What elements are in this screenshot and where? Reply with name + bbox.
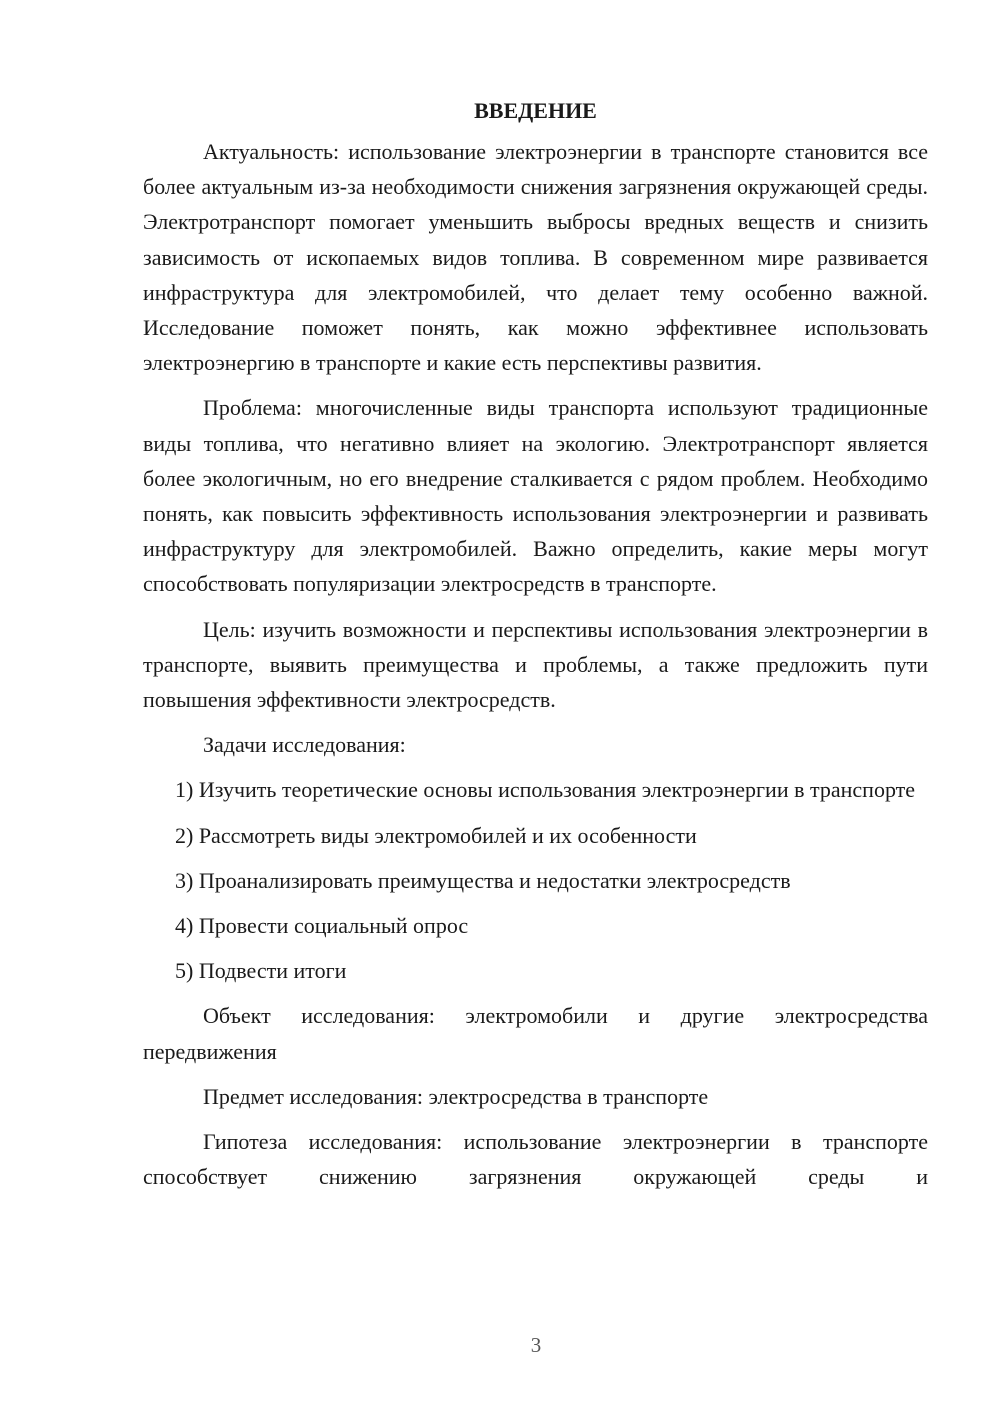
page-number: 3 <box>530 1333 542 1357</box>
goal-paragraph: Цель: изучить возможности и перспективы использования электроэнергии в транспорте, выявить преимущества и проблемы, а также предложить пути повышения эффективности электросредств. <box>143 616 928 713</box>
object-paragraph: Объект исследования: электромобили и другие электросредства передвижения <box>143 1003 928 1064</box>
task-item-2: 2) Рассмотреть виды электромобилей и их особенности <box>175 822 697 848</box>
tasks-heading: Задачи исследования: <box>203 732 406 758</box>
hypothesis-paragraph: Гипотеза исследования: использование электроэнергии в транспорте способствует снижению загрязнения окружающей среды и <box>143 1129 928 1190</box>
task-item-4: 4) Провести социальный опрос <box>175 913 469 939</box>
task-item-1: 1) Изучить теоретические основы использования электроэнергии в транспорте <box>175 777 916 803</box>
document-page <box>143 93 928 1194</box>
task-item-3: 3) Проанализировать преимущества и недостатки электросредств <box>175 867 791 893</box>
problem-paragraph: Проблема: многочисленные виды транспорта используют традиционные виды топлива, что негативно влияет на экологию. Электротранспорт является более экологичным, но его внедрение сталкивается с рядом проблем. Необходимо понять, как повысить эффективность использования электроэнергии и развивать инфраструктуру для электромобилей. Важно определить, какие меры могут способствовать популяризации электросредств в транспорте. <box>143 395 928 597</box>
subject-paragraph: Предмет исследования: электросредства в транспорте <box>203 1083 709 1109</box>
section-title: ВВЕДЕНИЕ <box>474 98 597 123</box>
relevance-paragraph: Актуальность: использование электроэнергии в транспорте становится все более актуальным из-за необходимости снижения загрязнения окружающей среды. Электротранспорт помогает уменьшить выбросы вредных веществ и снизить зависимость от ископаемых видов топлива. В современном мире развивается инфраструктура для электромобилей, что делает тему особенно важной. Исследование поможет понять, как можно эффективнее использовать электроэнергию в транспорте и какие есть перспективы развития. <box>143 139 928 376</box>
task-item-5: 5) Подвести итоги <box>175 958 347 984</box>
